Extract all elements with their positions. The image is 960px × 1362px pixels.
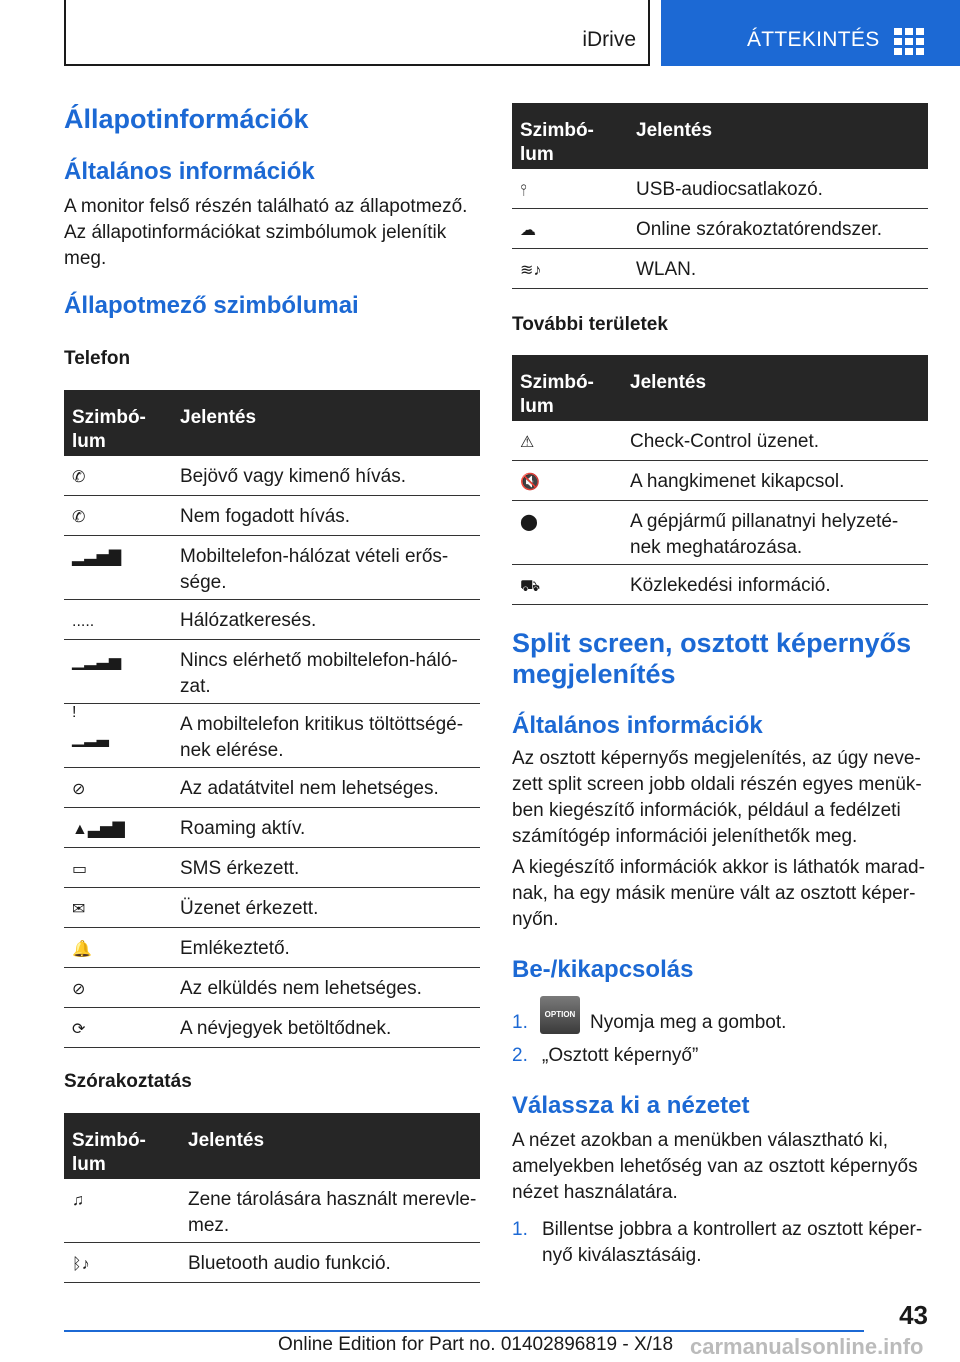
row-meaning: Nem fogadott hívás.: [180, 506, 351, 527]
intro-line: A monitor felső részén található az állapotmező.: [64, 196, 468, 217]
missed-call-icon: ✆: [72, 509, 86, 526]
row-meaning: Roaming aktív.: [180, 818, 306, 839]
split-general-heading: Általános információk: [512, 712, 763, 739]
row-meaning: Zene tárolására használt merevle- mez.: [188, 1189, 477, 1236]
row-meaning: A hangkimenet kikapcsol.: [630, 471, 845, 492]
table-row: [64, 928, 480, 968]
more-areas-table: [512, 355, 928, 605]
row-meaning: Közlekedési információ.: [630, 575, 831, 596]
table-row: [512, 169, 928, 209]
table-header: [64, 1113, 480, 1179]
column-header-meaning: Jelentés: [180, 407, 257, 428]
sms-icon: ▭: [72, 861, 88, 878]
warning-triangle-icon: ⚠: [520, 434, 535, 451]
network-search-icon: .....: [72, 613, 95, 630]
speaker-muted-icon: 🔇: [520, 474, 540, 491]
bluetooth-audio-icon: ᛒ♪: [72, 1256, 90, 1273]
row-meaning: A mobiltelefon kritikus töltöttségé- nek elérése.: [180, 714, 464, 761]
watermark: carmanualsonline.info: [690, 1334, 924, 1359]
entertainment-heading: Szórakoztatás: [64, 1071, 192, 1092]
message-icon: ✉: [72, 901, 86, 918]
table-header: [512, 355, 928, 421]
split-paragraph-1: Az osztott képernyős megjelenítés, az úgy neve- zett split screen jobb oldali részén egyes menük- ben kiegészítő információk, például a fedélzeti számítógép információi jeleníthetők meg.: [512, 748, 922, 847]
table-row: [64, 536, 480, 600]
entertainment-symbols-table-cont: [512, 103, 928, 289]
on-off-heading: Be-/kikapcsolás: [512, 956, 694, 983]
split-screen-title: Split screen, osztott képernyős megjelenítés: [512, 628, 912, 689]
row-meaning: A névjegyek betöltődnek.: [180, 1018, 392, 1039]
row-meaning: Mobiltelefon-hálózat vételi erős- sége.: [180, 546, 449, 593]
footer-edition: Online Edition for Part no. 01402896819 - X/18: [278, 1334, 674, 1355]
table-row: [512, 209, 928, 249]
table-header: [512, 103, 928, 169]
phone-heading: Telefon: [64, 348, 131, 369]
column-header-symbol: Szimbó- lum: [72, 1130, 146, 1175]
footer-rule: [64, 1330, 864, 1332]
status-symbols-heading: Állapotmező szimbólumai: [64, 292, 359, 319]
row-meaning: Online szórakoztatórendszer.: [636, 219, 883, 240]
row-meaning: Check-Control üzenet.: [630, 431, 820, 452]
roaming-icon: ▲▃▅▇: [72, 821, 125, 838]
split-paragraph-2: A kiegészítő információk akkor is láthatók marad- nak, ha egy másik menüre vált az osztott képer- nyőn.: [512, 857, 925, 930]
row-meaning: WLAN.: [636, 259, 697, 280]
header-chapter-tab[interactable]: [661, 0, 960, 66]
table-row: [64, 848, 480, 888]
intro-line: Az állapotinformációkat szimbólumok jelenítik: [64, 222, 447, 243]
table-row: [512, 249, 928, 289]
more-areas-heading: További területek: [512, 314, 668, 335]
intro-paragraph: [64, 194, 480, 272]
table-row: [64, 968, 480, 1008]
header-section-box: [64, 0, 650, 66]
row-meaning: Nincs elérhető mobiltelefon-háló- zat.: [180, 650, 458, 697]
table-row: [64, 640, 480, 704]
table-row: [512, 501, 928, 565]
table-row: [64, 808, 480, 848]
table-row: [64, 456, 480, 496]
table-row: [512, 421, 928, 461]
select-view-heading: Válassza ki a nézetet: [512, 1092, 750, 1119]
header-section-title: iDrive: [582, 28, 636, 51]
page-number: 43: [899, 1300, 928, 1330]
no-data-icon: ⊘: [72, 781, 86, 798]
entertainment-symbols-table: [64, 1113, 480, 1283]
grid-icon: [894, 28, 924, 54]
hard-drive-icon: ♫: [72, 1192, 84, 1209]
signal-strength-icon: ▂▃▅▇: [72, 549, 122, 566]
row-meaning: Bluetooth audio funkció.: [188, 1253, 391, 1274]
column-header-symbol: Szimbó- lum: [520, 372, 594, 417]
row-meaning: Bejövő vagy kimenő hívás.: [180, 466, 407, 487]
contacts-loading-icon: ⟳: [72, 1021, 86, 1038]
page-title: Állapotinformációk: [64, 104, 309, 134]
row-meaning: SMS érkezett.: [180, 858, 300, 879]
row-meaning: A gépjármű pillanatnyi helyzeté- nek meghatározása.: [630, 511, 899, 558]
phone-symbols-table: [64, 390, 480, 1048]
row-meaning: Az adatátvitel nem lehetséges.: [180, 778, 439, 799]
intro-line: meg.: [64, 248, 107, 269]
select-view-paragraph: A nézet azokban a menükben választható ki, amelyekben lehetőség van az osztott képernyős nézet használatára.: [512, 1130, 918, 1203]
row-meaning: Emlékeztető.: [180, 938, 290, 959]
phone-call-icon: ✆: [72, 469, 86, 486]
table-row: [64, 1179, 480, 1243]
column-header-symbol: Szimbó- lum: [520, 120, 594, 165]
table-row: [512, 565, 928, 605]
no-network-icon: ▁▂▃▅: [72, 653, 122, 670]
table-row: [64, 768, 480, 808]
table-row: [64, 1243, 480, 1283]
low-battery-icon: !▁▂▃: [72, 704, 109, 747]
table-row: [64, 1008, 480, 1048]
row-meaning: Az elküldés nem lehetséges.: [180, 978, 422, 999]
table-header: [64, 390, 480, 456]
send-failed-icon: ⊘: [72, 981, 86, 998]
table-row: [64, 496, 480, 536]
column-header-meaning: Jelentés: [636, 120, 713, 141]
online-entertainment-icon: ☁: [520, 222, 536, 239]
column-header-meaning: Jelentés: [630, 372, 707, 393]
column-header-symbol: Szimbó- lum: [72, 407, 146, 452]
reminder-bell-icon: 🔔: [72, 941, 92, 958]
column-header-meaning: Jelentés: [188, 1130, 265, 1151]
section-general-heading: Általános információk: [64, 158, 315, 185]
wlan-icon: ≋♪: [520, 262, 542, 279]
row-meaning: Hálózatkeresés.: [180, 610, 317, 631]
traffic-info-icon: ⛟: [520, 578, 541, 595]
table-row: [64, 600, 480, 640]
table-row: [64, 888, 480, 928]
header-chapter-label: ÁTTEKINTÉS: [747, 28, 880, 51]
table-row: [64, 704, 480, 768]
table-row: [512, 461, 928, 501]
location-icon: ⬤: [520, 514, 538, 531]
usb-icon: ⫯: [520, 182, 527, 199]
row-meaning: Üzenet érkezett.: [180, 898, 319, 919]
option-button-icon[interactable]: OPTION: [540, 996, 580, 1034]
row-meaning: USB-audiocsatlakozó.: [636, 179, 823, 200]
